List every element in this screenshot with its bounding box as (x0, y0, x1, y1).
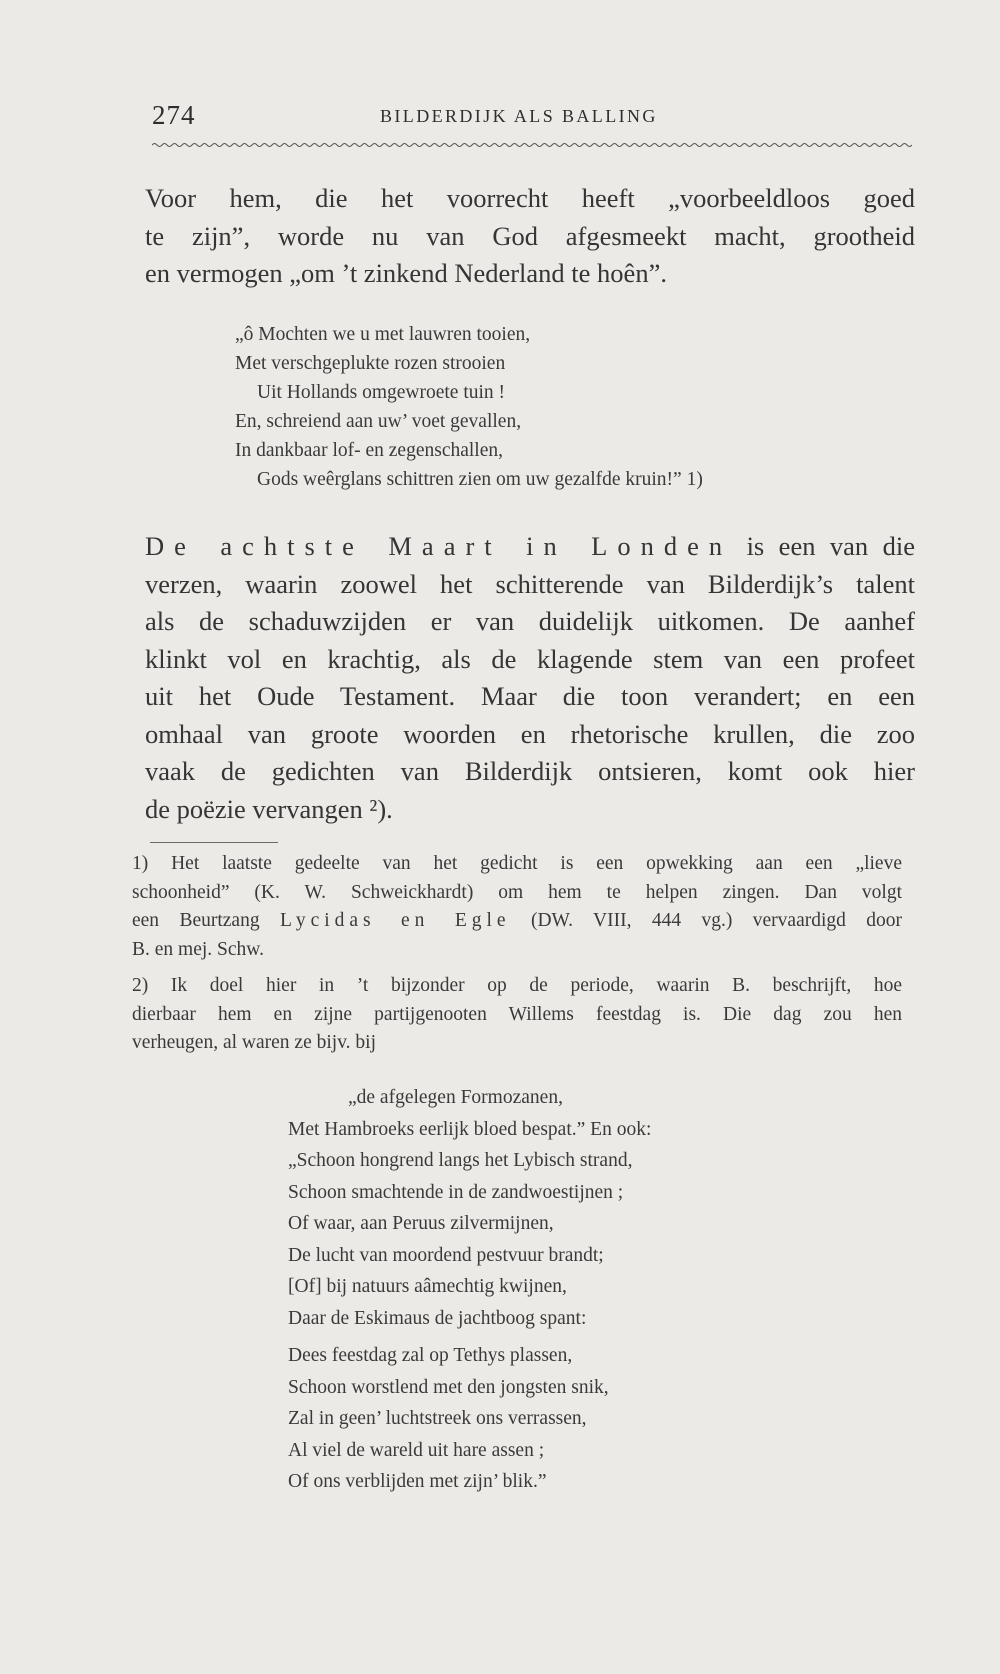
verse-line: Met Hambroeks eerlijk bloed bespat.” En ook: (288, 1118, 652, 1140)
footnote-line: verheugen, al waren ze bijv. bij (132, 1032, 377, 1053)
page-number: 274 (152, 100, 196, 130)
verse-line: Schoon worstlend met den jongsten snik, (288, 1376, 609, 1398)
text-line: en vermogen „om ’t zinkend Nederland te hoên”. (145, 258, 667, 288)
text-line: de poëzie vervangen ²). (145, 793, 393, 824)
footnotes (132, 850, 902, 1058)
verse-line: [Of] bij natuurs aâmechtig kwijnen, (288, 1276, 567, 1297)
text-fragment: (DW. VIII, 444 vg.) vervaardigd door (530, 910, 903, 931)
verse-line: Dees feestdag zal op Tethys plassen, (288, 1345, 573, 1366)
text-line: vaak de gedichten van Bilderdijk ontsieren, komt ook hier (145, 756, 915, 786)
verse-line: „ô Mochten we u met lauwren tooien, (235, 324, 531, 345)
text-line: klinkt vol en krachtig, als de klagende stem van een profeet (145, 643, 915, 674)
text-line: te zijn”, worde nu van God afgesmeekt macht, grootheid (145, 220, 915, 251)
verse-line: Of waar, aan Peruus zilvermijnen, (288, 1213, 554, 1234)
paragraph-2 (145, 528, 915, 828)
header-wavy-rule (152, 142, 912, 148)
footnote-line: 1) Het laatste gedeelte van het gedicht is een opwekking aan een „lieve (132, 853, 902, 874)
verse-line: Al viel de wareld uit hare assen ; (288, 1439, 545, 1461)
text-line: Voor hem, die het voorrecht heeft „voorbeeldloos goed (145, 183, 915, 213)
verse-line: Zal in geen’ luchtstreek ons verrassen, (288, 1408, 587, 1429)
paragraph-1 (145, 180, 915, 293)
text-line: omhaal van groote woorden en rhetorische krullen, die zoo (145, 718, 915, 749)
verse-line: De lucht van moordend pestvuur brandt; (288, 1244, 604, 1266)
text-line: verzen, waarin zoowel het schitterende van Bilderdijk’s talent (145, 568, 915, 599)
spaced-poem-title: De achtste Maart in Londen (145, 531, 733, 561)
footnote-line: dierbaar hem en zijne partijgenooten Willems feestdag is. Die dag zou hen (132, 1003, 902, 1025)
verse-line: Gods weêrglans schittren zien om uw gezalfde kruin!” 1) (257, 469, 703, 490)
footnote-line: B. en mej. Schw. (132, 938, 264, 960)
verse-line: Schoon smachtende in de zandwoestijnen ; (288, 1181, 624, 1203)
verse-line: „Schoon hongrend langs het Lybisch strand, (288, 1150, 633, 1171)
verse-quotation-1 (235, 320, 703, 494)
text-fragment: is een van die (746, 531, 915, 561)
footnote-line: schoonheid” (K. W. Schweickhardt) om hem te helpen zingen. Dan volgt (132, 881, 902, 903)
verse-line: Daar de Eskimaus de jachtboog spant: (288, 1307, 587, 1329)
verse-line: Of ons verblijden met zijn’ blik.” (288, 1471, 547, 1492)
running-title: BILDERDIJK ALS BALLING (380, 106, 658, 126)
verse-line: Uit Hollands omgewroete tuin ! (257, 382, 506, 403)
footnote-line (132, 907, 902, 936)
page-header (152, 96, 912, 136)
spaced-poem-title: Lycidas en Egle (279, 910, 511, 931)
verse-line: Met verschgeplukte rozen strooien (235, 353, 506, 374)
text-line (145, 528, 915, 566)
text-fragment: een Beurtzang (132, 910, 260, 931)
verse-quotation-2 (288, 1082, 651, 1498)
verse-line: En, schreiend aan uw’ voet gevallen, (235, 411, 522, 432)
verse-line: In dankbaar lof- en zegenschallen, (235, 440, 503, 461)
text-line: als de schaduwzijden er van duidelijk uitkomen. De aanhef (145, 606, 915, 636)
footnote-line: 2) Ik doel hier in ’t bijzonder op de periode, waarin B. beschrijft, hoe (132, 975, 902, 996)
text-line: uit het Oude Testament. Maar die toon verandert; en een (145, 681, 915, 711)
verse-line: „de afgelegen Formozanen, (348, 1087, 563, 1108)
footnote-rule (150, 842, 278, 843)
